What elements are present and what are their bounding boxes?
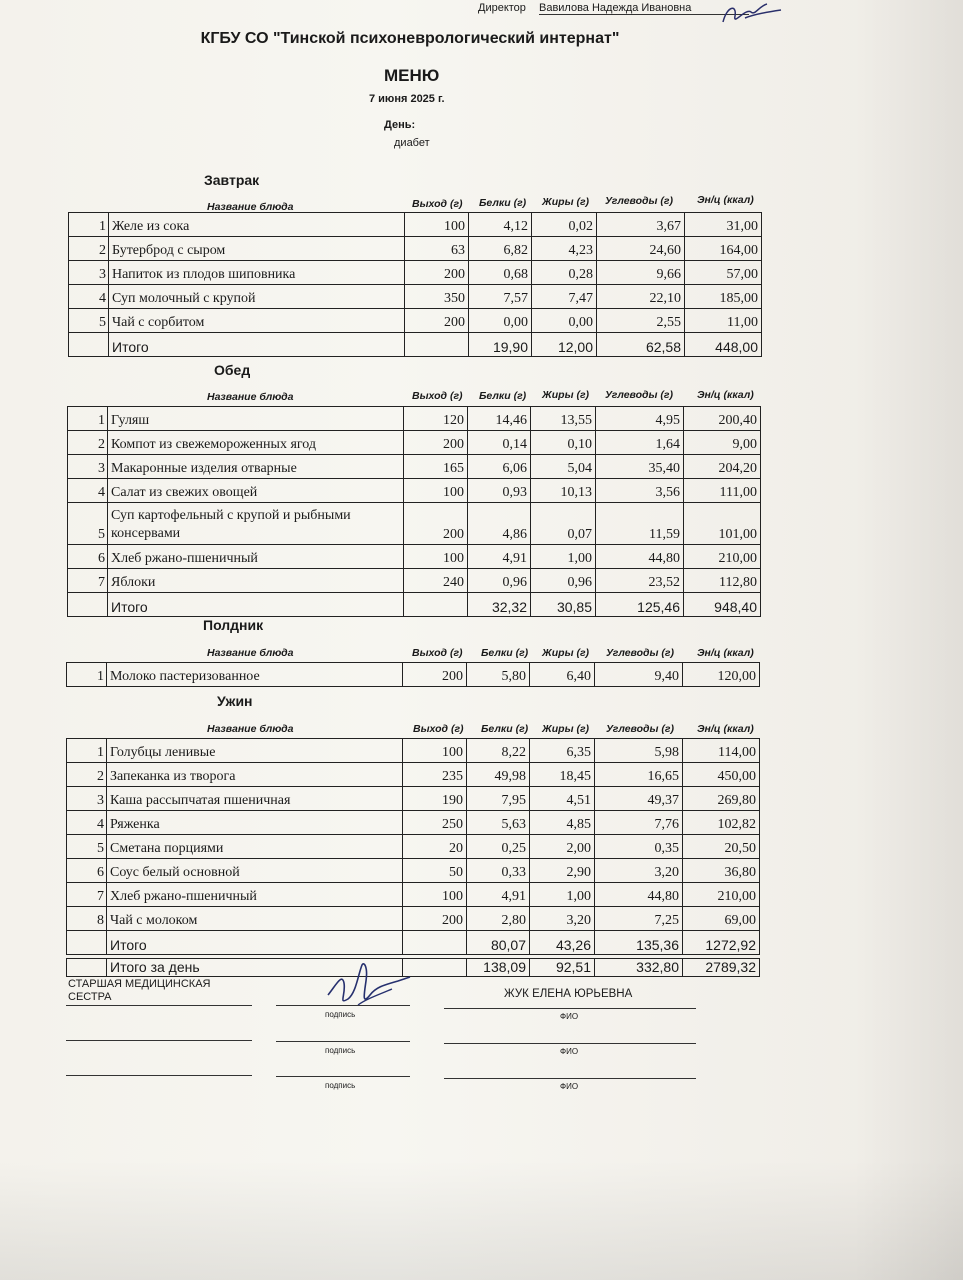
cell-protein: 7,57 (469, 285, 532, 309)
total-fat: 30,85 (531, 593, 596, 617)
col-header-energy: Эн/ц (ккал) (697, 647, 754, 659)
cell-yield: 165 (404, 455, 468, 479)
total-protein: 32,32 (468, 593, 531, 617)
cell-carbs: 3,20 (595, 859, 683, 883)
total-fat: 43,26 (530, 931, 595, 955)
cell-yield: 200 (405, 309, 469, 333)
cell-protein: 2,80 (467, 907, 530, 931)
cell-carbs: 9,66 (597, 261, 685, 285)
table-row (69, 309, 762, 333)
cell-energy: 31,00 (685, 213, 762, 237)
cell-name: Соус белый основной (107, 859, 403, 883)
cell-n: 1 (67, 663, 107, 687)
table-row (68, 431, 761, 455)
cell-fat: 4,51 (530, 787, 595, 811)
cell-n: 1 (67, 739, 107, 763)
cell-energy: 210,00 (684, 545, 761, 569)
nurse-signature-icon (318, 955, 414, 1015)
cell-name: Макаронные изделия отварные (108, 455, 404, 479)
cell-yield: 200 (403, 907, 467, 931)
cell-protein: 0,68 (469, 261, 532, 285)
cell-name: Компот из свежемороженных ягод (108, 431, 404, 455)
fio-caption: ФИО (560, 1012, 579, 1021)
table-row (68, 407, 761, 431)
cell-fat: 6,40 (530, 663, 595, 687)
total-fat: 12,00 (532, 333, 597, 357)
breakfast-table (68, 212, 762, 357)
cell-protein: 0,14 (468, 431, 531, 455)
cell-n: 2 (69, 237, 109, 261)
cell-n: 5 (68, 503, 108, 545)
cell-protein: 6,82 (469, 237, 532, 261)
cell-carbs: 5,98 (595, 739, 683, 763)
table-row (67, 859, 760, 883)
total-empty-cell (405, 333, 469, 357)
table-row (69, 237, 762, 261)
cell-protein: 4,86 (468, 503, 531, 545)
director-line (478, 2, 749, 15)
cell-yield: 200 (404, 431, 468, 455)
cell-energy: 204,20 (684, 455, 761, 479)
total-label: Итого (109, 333, 405, 357)
total-row (67, 931, 760, 955)
cell-energy: 269,80 (683, 787, 760, 811)
cell-fat: 0,10 (531, 431, 596, 455)
cell-protein: 0,93 (468, 479, 531, 503)
cell-energy: 36,80 (683, 859, 760, 883)
cell-protein: 8,22 (467, 739, 530, 763)
cell-fat: 4,85 (530, 811, 595, 835)
cell-energy: 114,00 (683, 739, 760, 763)
dinner-table (66, 738, 760, 955)
cell-yield: 190 (403, 787, 467, 811)
total-label: Итого (108, 593, 404, 617)
signer-position-line1: СТАРШАЯ МЕДИЦИНСКАЯ (68, 978, 211, 990)
cell-energy: 120,00 (683, 663, 760, 687)
cell-name: Салат из свежих овощей (108, 479, 404, 503)
snack-table (66, 662, 760, 687)
total-protein: 80,07 (467, 931, 530, 955)
col-header-carbs: Углеводы (г) (605, 389, 674, 401)
cell-carbs: 44,80 (596, 545, 684, 569)
cell-n: 4 (67, 811, 107, 835)
total-empty-cell (68, 593, 108, 617)
cell-carbs: 22,10 (597, 285, 685, 309)
cell-name: Сметана порциями (107, 835, 403, 859)
signature-caption: подпись (325, 1010, 356, 1019)
fio-line (444, 1078, 696, 1079)
cell-n: 1 (68, 407, 108, 431)
cell-name: Запеканка из творога (107, 763, 403, 787)
table-row (68, 479, 761, 503)
cell-carbs: 0,35 (595, 835, 683, 859)
cell-energy: 111,00 (684, 479, 761, 503)
cell-energy: 20,50 (683, 835, 760, 859)
cell-yield: 200 (404, 503, 468, 545)
cell-yield: 235 (403, 763, 467, 787)
cell-fat: 1,00 (530, 883, 595, 907)
table-row (67, 883, 760, 907)
lunch-title: Обед (214, 362, 251, 378)
director-signature-icon (715, 0, 785, 30)
cell-fat: 13,55 (531, 407, 596, 431)
table-row (67, 787, 760, 811)
cell-energy: 200,40 (684, 407, 761, 431)
cell-carbs: 16,65 (595, 763, 683, 787)
table-row (67, 763, 760, 787)
cell-fat: 5,04 (531, 455, 596, 479)
cell-name: Голубцы ленивые (107, 739, 403, 763)
col-header-name: Название блюда (207, 647, 294, 659)
cell-n: 4 (69, 285, 109, 309)
cell-energy: 450,00 (683, 763, 760, 787)
cell-protein: 7,95 (467, 787, 530, 811)
total-row (69, 333, 762, 357)
cell-name: Хлеб ржано-пшеничный (108, 545, 404, 569)
total-empty-cell (67, 931, 107, 955)
cell-energy: 101,00 (684, 503, 761, 545)
total-carbs: 125,46 (596, 593, 684, 617)
col-header-yield: Выход (г) (413, 723, 464, 735)
cell-carbs: 49,37 (595, 787, 683, 811)
cell-carbs: 35,40 (596, 455, 684, 479)
cell-yield: 100 (403, 883, 467, 907)
breakfast-title: Завтрак (204, 172, 260, 188)
cell-fat: 7,47 (532, 285, 597, 309)
director-name: Вавилова Надежда Ивановна (539, 2, 749, 15)
cell-protein: 14,46 (468, 407, 531, 431)
cell-carbs: 44,80 (595, 883, 683, 907)
cell-n: 7 (68, 569, 108, 593)
cell-protein: 4,91 (467, 883, 530, 907)
cell-carbs: 4,95 (596, 407, 684, 431)
cell-name: Гуляш (108, 407, 404, 431)
cell-carbs: 11,59 (596, 503, 684, 545)
col-header-yield: Выход (г) (412, 647, 463, 659)
table-row (68, 545, 761, 569)
cell-yield: 200 (405, 261, 469, 285)
col-header-energy: Эн/ц (ккал) (697, 389, 754, 401)
cell-energy: 112,80 (684, 569, 761, 593)
total-energy: 448,00 (685, 333, 762, 357)
day-total-fat: 92,51 (530, 959, 595, 977)
cell-carbs: 7,76 (595, 811, 683, 835)
cell-protein: 4,91 (468, 545, 531, 569)
cell-n: 3 (68, 455, 108, 479)
col-header-fat: Жиры (г) (542, 389, 590, 401)
cell-name: Суп картофельный с крупой и рыбными консервами (108, 503, 404, 545)
cell-fat: 0,00 (532, 309, 597, 333)
cell-protein: 6,06 (468, 455, 531, 479)
col-header-energy: Эн/ц (ккал) (697, 194, 754, 206)
snack-title: Полдник (203, 617, 264, 633)
cell-n: 4 (68, 479, 108, 503)
fio-line (444, 1008, 696, 1009)
cell-yield: 100 (404, 479, 468, 503)
cell-n: 5 (69, 309, 109, 333)
total-energy: 1272,92 (683, 931, 760, 955)
cell-name: Каша рассыпчатая пшеничная (107, 787, 403, 811)
position-line (66, 1005, 252, 1006)
cell-name: Желе из сока (109, 213, 405, 237)
cell-energy: 11,00 (685, 309, 762, 333)
cell-n: 2 (68, 431, 108, 455)
cell-yield: 50 (403, 859, 467, 883)
day-total-energy: 2789,32 (683, 959, 760, 977)
total-empty-cell (69, 333, 109, 357)
col-header-protein: Белки (г) (481, 647, 529, 659)
cell-name: Молоко пастеризованное (107, 663, 403, 687)
signer-name: ЖУК ЕЛЕНА ЮРЬЕВНА (504, 988, 633, 1000)
day-label: День: (384, 119, 416, 131)
cell-yield: 350 (405, 285, 469, 309)
page-title: МЕНЮ (384, 66, 440, 85)
cell-energy: 69,00 (683, 907, 760, 931)
cell-fat: 0,02 (532, 213, 597, 237)
cell-carbs: 2,55 (597, 309, 685, 333)
cell-carbs: 3,67 (597, 213, 685, 237)
table-row (68, 455, 761, 479)
fio-caption: ФИО (560, 1047, 579, 1056)
col-header-fat: Жиры (г) (542, 647, 590, 659)
col-header-protein: Белки (г) (479, 197, 527, 209)
cell-protein: 0,25 (467, 835, 530, 859)
cell-carbs: 7,25 (595, 907, 683, 931)
cell-energy: 57,00 (685, 261, 762, 285)
cell-name: Ряженка (107, 811, 403, 835)
table-row (67, 835, 760, 859)
cell-yield: 250 (403, 811, 467, 835)
diet-type: диабет (394, 137, 430, 149)
cell-energy: 185,00 (685, 285, 762, 309)
cell-fat: 6,35 (530, 739, 595, 763)
col-header-yield: Выход (г) (412, 198, 463, 210)
position-line (66, 1040, 252, 1041)
cell-name: Напиток из плодов шиповника (109, 261, 405, 285)
cell-protein: 5,63 (467, 811, 530, 835)
cell-yield: 100 (403, 739, 467, 763)
total-empty-cell (403, 931, 467, 955)
cell-carbs: 24,60 (597, 237, 685, 261)
cell-carbs: 9,40 (595, 663, 683, 687)
cell-energy: 210,00 (683, 883, 760, 907)
organization-name: КГБУ СО "Тинской психоневрологический интернат" (200, 30, 620, 47)
cell-carbs: 23,52 (596, 569, 684, 593)
cell-protein: 0,00 (469, 309, 532, 333)
col-header-name: Название блюда (207, 201, 294, 213)
fio-caption: ФИО (560, 1082, 579, 1091)
table-row (68, 503, 761, 545)
signature-line (276, 1076, 410, 1077)
table-row (67, 907, 760, 931)
cell-fat: 3,20 (530, 907, 595, 931)
cell-carbs: 3,56 (596, 479, 684, 503)
col-header-carbs: Углеводы (г) (606, 723, 675, 735)
director-label: Директор (478, 2, 526, 14)
dinner-title: Ужин (217, 693, 253, 709)
table-row (69, 285, 762, 309)
col-header-yield: Выход (г) (412, 390, 463, 402)
cell-n: 6 (67, 859, 107, 883)
table-row (68, 569, 761, 593)
cell-protein: 0,33 (467, 859, 530, 883)
cell-n: 3 (67, 787, 107, 811)
cell-name: Яблоки (108, 569, 404, 593)
cell-yield: 63 (405, 237, 469, 261)
total-protein: 19,90 (469, 333, 532, 357)
cell-fat: 10,13 (531, 479, 596, 503)
cell-energy: 9,00 (684, 431, 761, 455)
table-row (67, 811, 760, 835)
position-line (66, 1075, 252, 1076)
cell-protein: 49,98 (467, 763, 530, 787)
col-header-energy: Эн/ц (ккал) (697, 723, 754, 735)
cell-fat: 4,23 (532, 237, 597, 261)
col-header-protein: Белки (г) (481, 723, 529, 735)
col-header-fat: Жиры (г) (542, 196, 590, 208)
cell-yield: 20 (403, 835, 467, 859)
cell-name: Суп молочный с крупой (109, 285, 405, 309)
day-total-label: Итого за день (107, 959, 403, 977)
fio-line (444, 1043, 696, 1044)
total-row (68, 593, 761, 617)
col-header-carbs: Углеводы (г) (606, 647, 675, 659)
cell-fat: 1,00 (531, 545, 596, 569)
lunch-table (67, 406, 761, 617)
cell-n: 2 (67, 763, 107, 787)
cell-fat: 0,07 (531, 503, 596, 545)
cell-protein: 4,12 (469, 213, 532, 237)
cell-yield: 120 (404, 407, 468, 431)
table-row (67, 739, 760, 763)
cell-n: 8 (67, 907, 107, 931)
cell-fat: 0,28 (532, 261, 597, 285)
col-header-name: Название блюда (207, 391, 294, 403)
cell-yield: 100 (404, 545, 468, 569)
table-row (67, 663, 760, 687)
cell-yield: 200 (403, 663, 467, 687)
signature-caption: подпись (325, 1046, 356, 1055)
day-total-protein: 138,09 (467, 959, 530, 977)
total-carbs: 62,58 (597, 333, 685, 357)
day-total-carbs: 332,80 (595, 959, 683, 977)
cell-protein: 5,80 (467, 663, 530, 687)
cell-yield: 240 (404, 569, 468, 593)
col-header-carbs: Углеводы (г) (605, 195, 674, 207)
total-empty-cell (404, 593, 468, 617)
col-header-fat: Жиры (г) (542, 723, 590, 735)
cell-name: Бутерброд с сыром (109, 237, 405, 261)
total-carbs: 135,36 (595, 931, 683, 955)
cell-fat: 18,45 (530, 763, 595, 787)
cell-n: 5 (67, 835, 107, 859)
cell-carbs: 1,64 (596, 431, 684, 455)
cell-n: 6 (68, 545, 108, 569)
table-row (69, 261, 762, 285)
cell-name: Чай с молоком (107, 907, 403, 931)
cell-n: 1 (69, 213, 109, 237)
cell-energy: 102,82 (683, 811, 760, 835)
col-header-protein: Белки (г) (479, 390, 527, 402)
signer-position-line2: СЕСТРА (68, 991, 112, 1003)
cell-protein: 0,96 (468, 569, 531, 593)
col-header-name: Название блюда (207, 723, 294, 735)
cell-yield: 100 (405, 213, 469, 237)
signature-caption: подпись (325, 1081, 356, 1090)
cell-name: Чай с сорбитом (109, 309, 405, 333)
signature-line (276, 1041, 410, 1042)
cell-energy: 164,00 (685, 237, 762, 261)
total-label: Итого (107, 931, 403, 955)
cell-name: Хлеб ржано-пшеничный (107, 883, 403, 907)
cell-fat: 2,90 (530, 859, 595, 883)
cell-n: 3 (69, 261, 109, 285)
cell-n: 7 (67, 883, 107, 907)
total-energy: 948,40 (684, 593, 761, 617)
cell-fat: 2,00 (530, 835, 595, 859)
cell-fat: 0,96 (531, 569, 596, 593)
table-row (69, 213, 762, 237)
menu-date: 7 июня 2025 г. (369, 93, 445, 105)
